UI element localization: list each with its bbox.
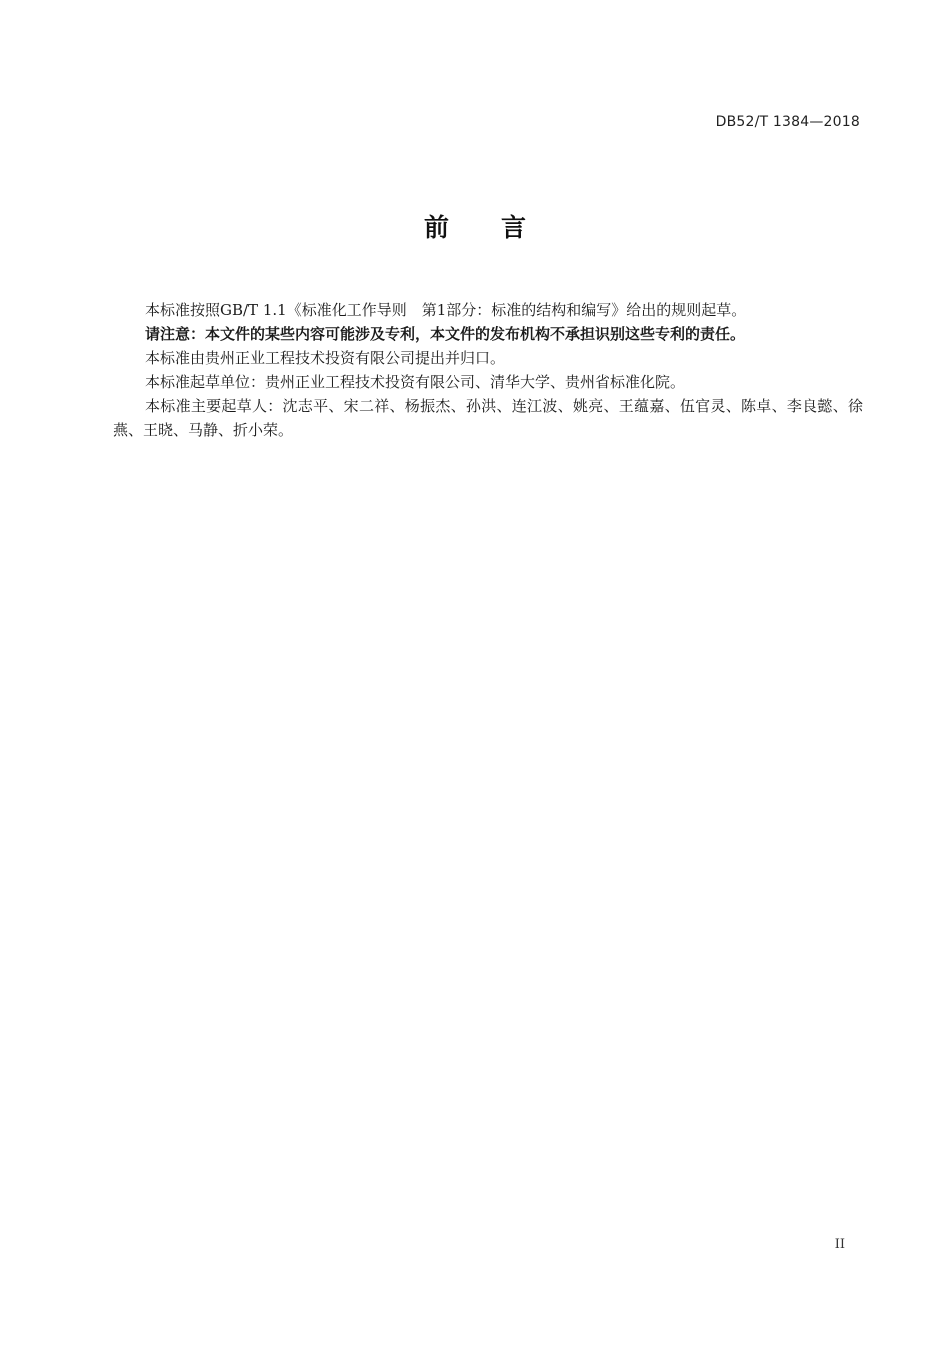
page-number: II (834, 1237, 845, 1252)
drafting-rules-paragraph: 本标准按照GB/T 1.1《标准化工作导则 第1部分：标准的结构和编写》给出的规则起草。 (145, 301, 747, 319)
foreword-body (113, 298, 863, 442)
page-title: 前言 (423, 213, 578, 242)
patent-notice-paragraph: 请注意：本文件的某些内容可能涉及专利，本文件的发布机构不承担识别这些专利的责任。 (145, 325, 746, 343)
drafters-paragraph: 本标准主要起草人：沈志平、宋二祥、杨振杰、孙洪、连江波、姚亮、王蕴嘉、伍官灵、陈卓、李良懿、徐燕、王晓、马静、折小荣。 (113, 397, 863, 439)
drafting-units-paragraph: 本标准起草单位：贵州正业工程技术投资有限公司、清华大学、贵州省标准化院。 (145, 373, 686, 391)
proposer-paragraph: 本标准由贵州正业工程技术投资有限公司提出并归口。 (145, 349, 506, 367)
standard-code: DB52/T 1384—2018 (715, 114, 860, 130)
